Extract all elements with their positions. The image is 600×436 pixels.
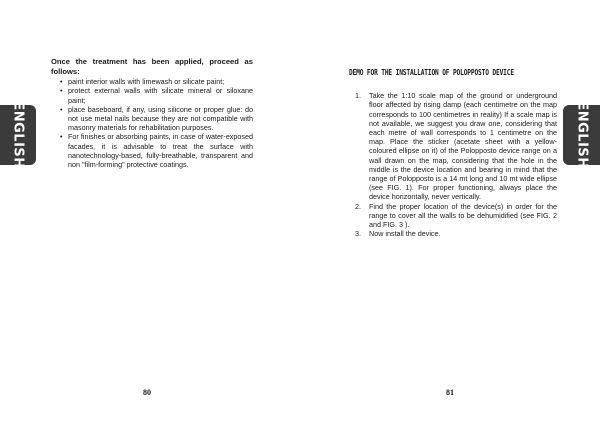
list-item: • place baseboard, if any, using silicone or proper glue: do not use metal nails because they are not compatible with masonry materials for rehabilitation purposes. <box>60 105 253 133</box>
section-heading: DEMO FOR THE INSTALLATION OF POLOPPOSTO DEVICE <box>349 68 514 77</box>
intro-paragraph: Once the treatment has been applied, proceed as follows: <box>51 57 253 76</box>
right-page <box>300 0 600 436</box>
step-text: Take the 1:10 scale map of the ground or underground floor affected by rising damp (each centimetre on the map corresponds to 100 centimetres in reality) If a scale map is not available, we suggest you draw one, considering that each metre of wall corresponds to 1 centimetre on the map. Place the sticker (acetate sheet with a yellow-coloured ellipse on it) of the Polopposto device range on a wall drawn on the map, considering that the hole in the middle is the device location and bearing in mind that the range of Polopposto is a 14 mt long and 10 mt wide ellipse (see FIG. 1). For proper functioning, always place the device horizontally, never vertically. <box>369 91 557 202</box>
step-text: Find the proper location of the device(s) in order for the range to cover all the walls to be dehumidified (see FIG. 2 and FIG. 3 ). <box>369 201 557 230</box>
language-tab <box>0 101 36 169</box>
list-item <box>355 91 557 202</box>
list-item <box>355 201 557 230</box>
list-item <box>355 229 557 239</box>
language-tab <box>563 101 600 169</box>
language-tab-label: ENGLISH <box>574 101 589 169</box>
right-page-body <box>349 68 557 238</box>
list-item: • paint interior walls with limewash or silicate paint; <box>60 77 253 86</box>
step-text: Now install the device. <box>369 229 441 239</box>
finishing-list <box>51 77 253 169</box>
step-number: 1. <box>355 91 361 101</box>
left-page-body <box>51 57 253 169</box>
step-number: 3. <box>355 229 361 239</box>
installation-steps <box>349 91 557 238</box>
language-tab-label: ENGLISH <box>10 101 26 169</box>
step-number: 2. <box>355 201 361 211</box>
list-item: • For finishes or absorbing paints, in case of water-exposed facades, it is advisable to treat the surface with nanotechnology-based, fully-breathable, transparent and non "film-forming" protective coatings. <box>60 132 253 169</box>
list-item: • protect external walls with silicate mineral or siloxane paint; <box>60 86 253 104</box>
page-number: 80 <box>143 388 151 397</box>
page-number: 81 <box>446 388 454 397</box>
